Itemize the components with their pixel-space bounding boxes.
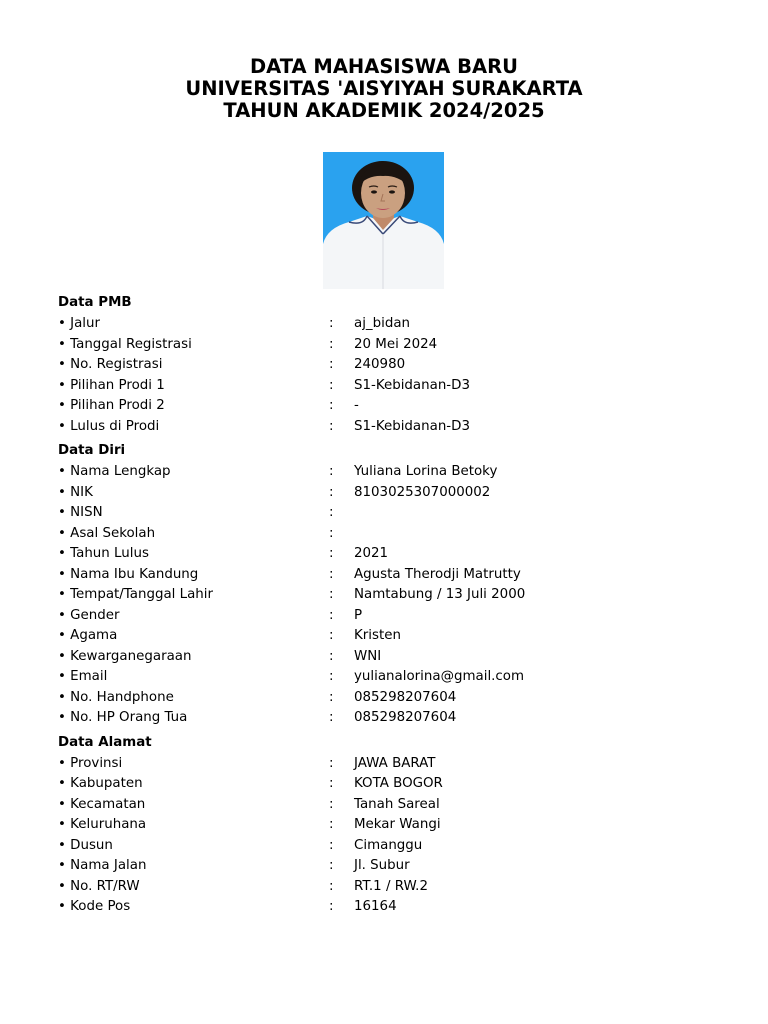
row-separator: :	[329, 899, 334, 914]
row-value: yulianalorina@gmail.com	[354, 669, 525, 684]
row-label: • NIK	[58, 484, 93, 500]
data-row-no-rt-rw	[58, 877, 738, 898]
row-value: KOTA BOGOR	[354, 776, 443, 791]
row-value: -	[354, 398, 359, 413]
row-separator: :	[329, 837, 334, 853]
row-value: WNI	[354, 648, 382, 664]
header-title-line3: TAHUN AKADEMIK 2024/2025	[223, 99, 545, 122]
data-row-nama-lengkap	[58, 462, 738, 483]
data-row-dusun	[58, 836, 738, 857]
row-label: • Kabupaten	[58, 776, 143, 791]
data-row-nisn	[58, 503, 738, 524]
row-separator: :	[329, 607, 334, 623]
row-value: 2021	[354, 546, 389, 561]
row-separator: :	[329, 357, 334, 372]
row-separator: :	[329, 566, 334, 582]
row-label: • No. Registrasi	[58, 357, 163, 372]
row-label: • Pilihan Prodi 1	[58, 377, 165, 393]
row-value: 085298207604	[354, 710, 457, 725]
row-label: • No. Handphone	[58, 689, 174, 705]
header-title-line1: DATA MAHASISWA BARU	[249, 55, 518, 78]
data-row-kabupaten	[58, 774, 738, 795]
row-label: • Kecamatan	[58, 796, 146, 812]
row-separator: :	[329, 505, 334, 520]
row-label: • No. RT/RW	[58, 878, 140, 894]
data-row-kewarganegaraan	[58, 647, 738, 668]
row-separator: :	[329, 648, 334, 664]
row-separator: :	[329, 398, 334, 413]
row-separator: :	[329, 418, 334, 434]
data-row-nik	[58, 483, 738, 504]
row-separator: :	[329, 464, 334, 479]
row-label: • Pilihan Prodi 2	[58, 398, 165, 413]
row-separator: :	[329, 858, 334, 873]
row-value: aj_bidan	[354, 316, 411, 331]
row-value: Tanah Sareal	[354, 796, 440, 812]
row-value: Namtabung / 13 Juli 2000	[354, 587, 526, 602]
header-title-line2: UNIVERSITAS 'AISYIYAH SURAKARTA	[185, 77, 583, 100]
data-row-tanggal-registrasi	[58, 335, 738, 356]
row-label: • Tempat/Tanggal Lahir	[58, 587, 214, 602]
row-label: • Email	[58, 669, 108, 684]
row-value: RT.1 / RW.2	[354, 878, 428, 894]
row-separator: :	[329, 336, 334, 352]
row-label: • Keluruhana	[58, 817, 147, 832]
data-row-nama-ibu-kandung	[58, 565, 738, 586]
row-label: • Kode Pos	[58, 899, 131, 914]
section-data-pmb	[58, 294, 738, 437]
data-row-pilihan-prodi-2	[58, 396, 738, 417]
row-separator: :	[329, 316, 334, 331]
data-row-jalur	[58, 314, 738, 335]
section-data-alamat	[58, 734, 738, 918]
row-value: Yuliana Lorina Betoky	[354, 464, 498, 479]
row-value: P	[354, 607, 363, 623]
row-value: JAWA BARAT	[354, 755, 436, 771]
row-label: • Dusun	[58, 837, 113, 853]
student-data	[58, 294, 738, 918]
section-title: Data PMB	[58, 295, 132, 310]
row-separator: :	[329, 817, 334, 832]
row-separator: :	[329, 710, 334, 725]
row-label: • Jalur	[58, 316, 101, 331]
row-separator: :	[329, 689, 334, 705]
row-label: • Nama Jalan	[58, 858, 147, 873]
row-value: S1-Kebidanan-D3	[354, 377, 470, 393]
student-photo	[323, 152, 444, 289]
row-label: • Agama	[58, 628, 118, 643]
data-row-gender	[58, 606, 738, 627]
row-label: • Lulus di Prodi	[58, 418, 160, 434]
row-label: • Nama Ibu Kandung	[58, 566, 199, 582]
row-value: 240980	[354, 357, 406, 372]
data-row-no-handphone	[58, 688, 738, 709]
data-row-no-registrasi	[58, 355, 738, 376]
row-separator: :	[329, 755, 334, 771]
row-separator: :	[329, 878, 334, 894]
section-title: Data Diri	[58, 443, 126, 458]
section-title: Data Alamat	[58, 734, 152, 750]
row-separator: :	[329, 587, 334, 602]
row-label: • Kewarganegaraan	[58, 648, 192, 664]
row-value: S1-Kebidanan-D3	[354, 418, 470, 434]
row-separator: :	[329, 484, 334, 500]
data-row-pilihan-prodi-1	[58, 376, 738, 397]
row-label: • Provinsi	[58, 755, 123, 771]
document-header	[0, 56, 768, 122]
data-row-email	[58, 667, 738, 688]
row-label: • Nama Lengkap	[58, 464, 171, 479]
data-row-no-hp-orang-tua	[58, 708, 738, 729]
student-photo-illustration	[323, 152, 444, 289]
row-label: • NISN	[58, 505, 103, 520]
row-value: Mekar Wangi	[354, 817, 441, 832]
row-separator: :	[329, 776, 334, 791]
row-separator: :	[329, 669, 334, 684]
data-row-kode-pos	[58, 897, 738, 918]
row-value: Kristen	[354, 628, 401, 643]
row-separator: :	[329, 546, 334, 561]
row-separator: :	[329, 525, 334, 541]
row-value: Jl. Subur	[354, 858, 410, 873]
section-data-diri	[58, 442, 738, 729]
data-row-agama	[58, 626, 738, 647]
row-label: • No. HP Orang Tua	[58, 710, 188, 725]
row-separator: :	[329, 377, 334, 393]
row-value: 20 Mei 2024	[354, 336, 438, 352]
row-value: Cimanggu	[354, 837, 423, 853]
data-row-kecamatan	[58, 795, 738, 816]
row-label: • Asal Sekolah	[58, 525, 156, 541]
row-separator: :	[329, 796, 334, 812]
row-label: • Gender	[58, 607, 120, 623]
row-label: • Tahun Lulus	[58, 546, 149, 561]
row-value: 8103025307000002	[354, 484, 491, 500]
row-value: Agusta Therodji Matrutty	[354, 566, 521, 582]
data-row-asal-sekolah	[58, 524, 738, 545]
row-separator: :	[329, 628, 334, 643]
row-label: • Tanggal Registrasi	[58, 336, 192, 352]
data-row-keluruhana	[58, 815, 738, 836]
data-row-tahun-lulus	[58, 544, 738, 565]
data-row-nama-jalan	[58, 856, 738, 877]
data-row-provinsi	[58, 754, 738, 775]
row-value: 085298207604	[354, 689, 457, 705]
data-row-tempat-tanggal-lahir	[58, 585, 738, 606]
data-row-lulus-di-prodi	[58, 417, 738, 438]
row-value: 16164	[354, 899, 397, 914]
